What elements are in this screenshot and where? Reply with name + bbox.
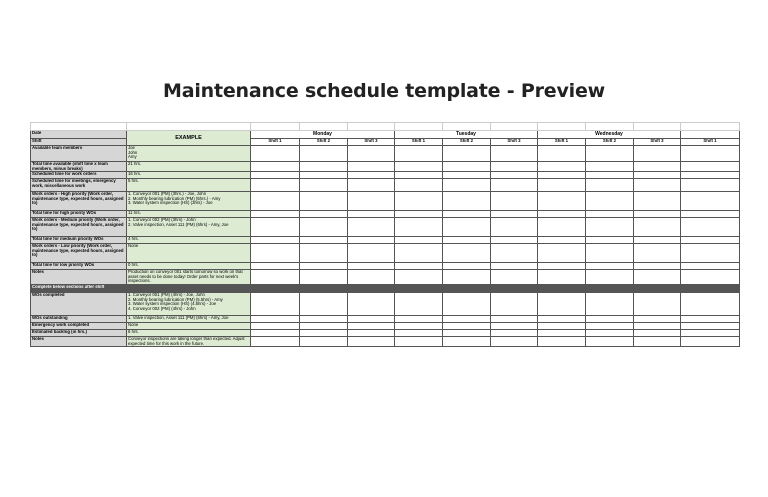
- table-row: [31, 322, 740, 329]
- row-label: Work orders - High priority (Work order, maintenance type, expected hours, assigned to): [31, 192, 127, 211]
- shift-cell[interactable]: [681, 146, 740, 162]
- example-value: None: [127, 322, 251, 329]
- table-row: [31, 270, 740, 285]
- shift-cell[interactable]: [443, 162, 491, 172]
- example-value: Conveyor inspections are taking longer than expected. Adjust expected time for this work in the future.: [127, 336, 251, 346]
- shift-header: Shift 1: [681, 139, 740, 146]
- table-row: [31, 263, 740, 270]
- shift-cell[interactable]: [681, 270, 740, 285]
- example-header: EXAMPLE: [127, 131, 251, 146]
- shift-cell[interactable]: [491, 218, 538, 237]
- example-value: 1. Valve inspection, Asset 111 (PM) (6hrs) - Amy, Joe: [127, 315, 251, 322]
- shift-cell[interactable]: [634, 218, 681, 237]
- shift-cell[interactable]: [634, 172, 681, 179]
- row-label: WOs completed: [31, 292, 127, 315]
- shift-cell[interactable]: [300, 336, 348, 346]
- shift-cell[interactable]: [348, 162, 395, 172]
- shift-cell[interactable]: [443, 237, 491, 244]
- table-row: [31, 315, 740, 322]
- shift-cell[interactable]: [681, 244, 740, 263]
- shift-cell[interactable]: [538, 329, 586, 336]
- shift-cell[interactable]: [634, 244, 681, 263]
- row-label: Available team members: [31, 146, 127, 162]
- shift-cell[interactable]: [395, 270, 443, 285]
- shift-cell[interactable]: [395, 192, 443, 211]
- shift-cell[interactable]: [491, 292, 538, 315]
- shift-cell[interactable]: [491, 315, 538, 322]
- shift-cell[interactable]: [348, 270, 395, 285]
- shift-cell[interactable]: [681, 263, 740, 270]
- shift-header: Shift 3: [348, 139, 395, 146]
- row-label: Notes: [31, 270, 127, 285]
- shift-cell[interactable]: [634, 263, 681, 270]
- shift-cell[interactable]: [348, 192, 395, 211]
- shift-cell[interactable]: [443, 179, 491, 192]
- shift-header: Shift 1: [251, 139, 300, 146]
- shift-cell[interactable]: [251, 218, 300, 237]
- shift-cell[interactable]: [300, 263, 348, 270]
- shift-header: Shift 2: [443, 139, 491, 146]
- example-value: 0 hrs.: [127, 263, 251, 270]
- day-header-tuesday: Tuesday: [395, 131, 538, 139]
- shift-cell[interactable]: [586, 336, 634, 346]
- shift-cell[interactable]: [538, 322, 586, 329]
- shift-cell[interactable]: [443, 218, 491, 237]
- row-label: Work orders - Low priority (Work order, maintenance type, expected hours, assigned to): [31, 244, 127, 263]
- shift-cell[interactable]: [300, 162, 348, 172]
- shift-cell[interactable]: [491, 179, 538, 192]
- shift-cell[interactable]: [586, 172, 634, 179]
- shift-cell[interactable]: [348, 146, 395, 162]
- shift-cell[interactable]: [251, 179, 300, 192]
- shift-cell[interactable]: [348, 218, 395, 237]
- shift-cell[interactable]: [443, 270, 491, 285]
- shift-cell[interactable]: [443, 172, 491, 179]
- shift-cell[interactable]: [681, 192, 740, 211]
- shift-cell[interactable]: [348, 237, 395, 244]
- row-label: WOs outstanding: [31, 315, 127, 322]
- shift-cell[interactable]: [634, 237, 681, 244]
- shift-cell[interactable]: [634, 146, 681, 162]
- shift-cell[interactable]: [491, 244, 538, 263]
- example-value: Production on conveyor 001 starts tomorrow so work on that asset needs to be done today! Order parts for next week's inspections.: [127, 270, 251, 285]
- shift-cell[interactable]: [395, 336, 443, 346]
- date-label: Date: [31, 131, 127, 139]
- shift-cell[interactable]: [348, 244, 395, 263]
- shift-cell[interactable]: [251, 263, 300, 270]
- shift-cell[interactable]: [251, 322, 300, 329]
- shift-cell[interactable]: [634, 162, 681, 172]
- date-row: [31, 131, 740, 139]
- shift-cell[interactable]: [586, 211, 634, 218]
- table-row: [31, 218, 740, 237]
- example-value: 16 hrs.: [127, 172, 251, 179]
- shift-cell[interactable]: [586, 263, 634, 270]
- shift-cell[interactable]: [538, 192, 586, 211]
- shift-cell[interactable]: [491, 322, 538, 329]
- row-label: Total time for low priority WOs: [31, 263, 127, 270]
- shift-cell[interactable]: [443, 192, 491, 211]
- row-label: Estimated backlog (in hrs.): [31, 329, 127, 336]
- section-divider-label: Complete below sections after shift: [31, 284, 251, 292]
- table-row: [31, 146, 740, 162]
- shift-cell[interactable]: [491, 237, 538, 244]
- shift-cell[interactable]: [443, 263, 491, 270]
- shift-cell[interactable]: [586, 270, 634, 285]
- shift-cell[interactable]: [491, 263, 538, 270]
- shift-cell[interactable]: [681, 329, 740, 336]
- shift-cell[interactable]: [251, 329, 300, 336]
- shift-cell[interactable]: [586, 244, 634, 263]
- example-value: 6 hrs.: [127, 329, 251, 336]
- table-row: [31, 329, 740, 336]
- shift-header: Shift 3: [634, 139, 681, 146]
- shift-cell[interactable]: [538, 179, 586, 192]
- table-row: [31, 172, 740, 179]
- shift-cell[interactable]: [395, 322, 443, 329]
- shift-cell[interactable]: [538, 270, 586, 285]
- shift-cell[interactable]: [348, 263, 395, 270]
- shift-cell[interactable]: [348, 172, 395, 179]
- shift-cell[interactable]: [251, 237, 300, 244]
- shift-cell[interactable]: [300, 329, 348, 336]
- table-row: [31, 336, 740, 346]
- shift-cell[interactable]: [538, 172, 586, 179]
- row-label: Work orders - Medium priority (Work order, maintenance type, expected hours, assigned to): [31, 218, 127, 237]
- example-value: Joe John Amy: [127, 146, 251, 162]
- shift-cell[interactable]: [681, 292, 740, 315]
- shift-label: Shift: [31, 139, 127, 146]
- table-row: [31, 237, 740, 244]
- page-title: Maintenance schedule template - Preview: [162, 80, 605, 102]
- shift-header: Shift 2: [300, 139, 348, 146]
- example-value: 5 hrs.: [127, 179, 251, 192]
- shift-cell[interactable]: [300, 292, 348, 315]
- shift-cell[interactable]: [681, 237, 740, 244]
- shift-cell[interactable]: [681, 315, 740, 322]
- shift-cell[interactable]: [348, 315, 395, 322]
- shift-cell[interactable]: [251, 244, 300, 263]
- shift-cell[interactable]: [681, 211, 740, 218]
- day-header-wednesday: Wednesday: [538, 131, 681, 139]
- shift-cell[interactable]: [538, 211, 586, 218]
- shift-cell[interactable]: [395, 315, 443, 322]
- example-value: 1. Conveyor 001 (PM) (3hrs.) - Joe, John 2. Monthly bearing lubrication (PM) (5hrs.) - Amy 3. Water system inspection (HS) (3hrs) - Joe: [127, 192, 251, 211]
- shift-cell[interactable]: [443, 146, 491, 162]
- shift-cell[interactable]: [491, 336, 538, 346]
- shift-cell[interactable]: [348, 211, 395, 218]
- shift-cell[interactable]: [634, 179, 681, 192]
- example-value: 1. Conveyor 001 (PM) (4hrs) - Joe, John 2. Monthly bearing lubrication (PM) (5.5hrs) - Amy 3. Water system inspection (HS) (4.5hrs) - Joe 4. Conveyor 002 (PM) (4hrs) - John: [127, 292, 251, 315]
- day-header-next: [681, 131, 740, 139]
- example-value: 11 hrs.: [127, 211, 251, 218]
- shift-cell[interactable]: [443, 329, 491, 336]
- row-label: Total time for high priority WOs: [31, 211, 127, 218]
- shift-cell[interactable]: [538, 162, 586, 172]
- shift-cell[interactable]: [538, 146, 586, 162]
- shift-cell[interactable]: [348, 322, 395, 329]
- shift-cell[interactable]: [586, 162, 634, 172]
- example-value: 21 hrs.: [127, 162, 251, 172]
- shift-cell[interactable]: [586, 315, 634, 322]
- shift-cell[interactable]: [586, 292, 634, 315]
- shift-cell[interactable]: [300, 237, 348, 244]
- shift-header: Shift 3: [491, 139, 538, 146]
- shift-cell[interactable]: [443, 211, 491, 218]
- shift-header: Shift 1: [538, 139, 586, 146]
- shift-cell[interactable]: [443, 292, 491, 315]
- shift-cell[interactable]: [586, 329, 634, 336]
- shift-cell[interactable]: [395, 218, 443, 237]
- shift-cell[interactable]: [443, 322, 491, 329]
- example-value: 1. Conveyor 002 (PM) (3hrs) - John 2. Valve inspection, Asset 111 (PM) (6hrs) - Amy, Joe: [127, 218, 251, 237]
- shift-cell[interactable]: [300, 218, 348, 237]
- shift-cell[interactable]: [538, 218, 586, 237]
- shift-cell[interactable]: [634, 292, 681, 315]
- table-row: [31, 179, 740, 192]
- shift-cell[interactable]: [634, 270, 681, 285]
- shift-cell[interactable]: [300, 270, 348, 285]
- shift-cell[interactable]: [251, 292, 300, 315]
- shift-cell[interactable]: [395, 292, 443, 315]
- day-header-monday: Monday: [251, 131, 395, 139]
- table-row: [31, 211, 740, 218]
- shift-cell[interactable]: [251, 162, 300, 172]
- shift-cell[interactable]: [395, 146, 443, 162]
- shift-cell[interactable]: [443, 315, 491, 322]
- shift-cell[interactable]: [251, 270, 300, 285]
- shift-cell[interactable]: [348, 329, 395, 336]
- shift-cell[interactable]: [681, 322, 740, 329]
- shift-cell[interactable]: [491, 162, 538, 172]
- blank-row: [31, 123, 740, 131]
- maintenance-schedule-sheet: [30, 122, 740, 347]
- shift-cell[interactable]: [300, 179, 348, 192]
- shift-cell[interactable]: [395, 244, 443, 263]
- shift-cell[interactable]: [251, 336, 300, 346]
- shift-cell[interactable]: [538, 244, 586, 263]
- shift-cell[interactable]: [395, 211, 443, 218]
- shift-cell[interactable]: [538, 315, 586, 322]
- table-row: [31, 292, 740, 315]
- shift-cell[interactable]: [681, 218, 740, 237]
- shift-cell[interactable]: [395, 263, 443, 270]
- shift-cell[interactable]: [348, 292, 395, 315]
- shift-cell[interactable]: [586, 146, 634, 162]
- shift-cell[interactable]: [634, 315, 681, 322]
- shift-cell[interactable]: [538, 292, 586, 315]
- shift-cell[interactable]: [395, 237, 443, 244]
- shift-cell[interactable]: [681, 336, 740, 346]
- shift-cell[interactable]: [491, 211, 538, 218]
- shift-cell[interactable]: [348, 336, 395, 346]
- table-row: [31, 162, 740, 172]
- shift-cell[interactable]: [491, 329, 538, 336]
- shift-cell[interactable]: [634, 211, 681, 218]
- shift-cell[interactable]: [491, 270, 538, 285]
- shift-cell[interactable]: [251, 211, 300, 218]
- shift-cell[interactable]: [251, 146, 300, 162]
- shift-cell[interactable]: [634, 329, 681, 336]
- shift-cell[interactable]: [251, 172, 300, 179]
- shift-cell[interactable]: [251, 192, 300, 211]
- shift-cell[interactable]: [443, 336, 491, 346]
- shift-cell[interactable]: [491, 192, 538, 211]
- shift-cell[interactable]: [586, 322, 634, 329]
- shift-cell[interactable]: [395, 172, 443, 179]
- shift-header: Shift 1: [395, 139, 443, 146]
- shift-cell[interactable]: [586, 192, 634, 211]
- shift-cell[interactable]: [348, 179, 395, 192]
- row-label: Scheduled time for work orders: [31, 172, 127, 179]
- shift-cell[interactable]: [634, 192, 681, 211]
- section-divider-row: [31, 284, 740, 292]
- row-label: Total time for medium priority WOs: [31, 237, 127, 244]
- shift-cell[interactable]: [681, 162, 740, 172]
- shift-cell[interactable]: [300, 192, 348, 211]
- shift-cell[interactable]: [634, 322, 681, 329]
- shift-cell[interactable]: [300, 315, 348, 322]
- example-value: 4 hrs.: [127, 237, 251, 244]
- shift-cell[interactable]: [681, 172, 740, 179]
- shift-cell[interactable]: [586, 237, 634, 244]
- shift-cell[interactable]: [443, 244, 491, 263]
- shift-header: Shift 2: [586, 139, 634, 146]
- shift-cell[interactable]: [538, 237, 586, 244]
- row-label: Emergency work completed: [31, 322, 127, 329]
- shift-cell[interactable]: [634, 336, 681, 346]
- row-label: Scheduled time for meetings, emergency work, miscellaneous work: [31, 179, 127, 192]
- row-label: Notes: [31, 336, 127, 346]
- shift-cell[interactable]: [538, 263, 586, 270]
- shift-cell[interactable]: [395, 162, 443, 172]
- shift-cell[interactable]: [491, 146, 538, 162]
- shift-cell[interactable]: [395, 179, 443, 192]
- shift-cell[interactable]: [300, 244, 348, 263]
- shift-cell[interactable]: [300, 211, 348, 218]
- shift-cell[interactable]: [300, 322, 348, 329]
- shift-cell[interactable]: [300, 172, 348, 179]
- shift-cell[interactable]: [586, 179, 634, 192]
- example-value: None: [127, 244, 251, 263]
- shift-cell[interactable]: [300, 146, 348, 162]
- shift-cell[interactable]: [681, 179, 740, 192]
- shift-cell[interactable]: [491, 172, 538, 179]
- shift-cell[interactable]: [251, 315, 300, 322]
- row-label: Total time available (shift time x team members, minus breaks): [31, 162, 127, 172]
- shift-cell[interactable]: [538, 336, 586, 346]
- shift-cell[interactable]: [586, 218, 634, 237]
- table-row: [31, 192, 740, 211]
- shift-cell[interactable]: [395, 329, 443, 336]
- table-row: [31, 244, 740, 263]
